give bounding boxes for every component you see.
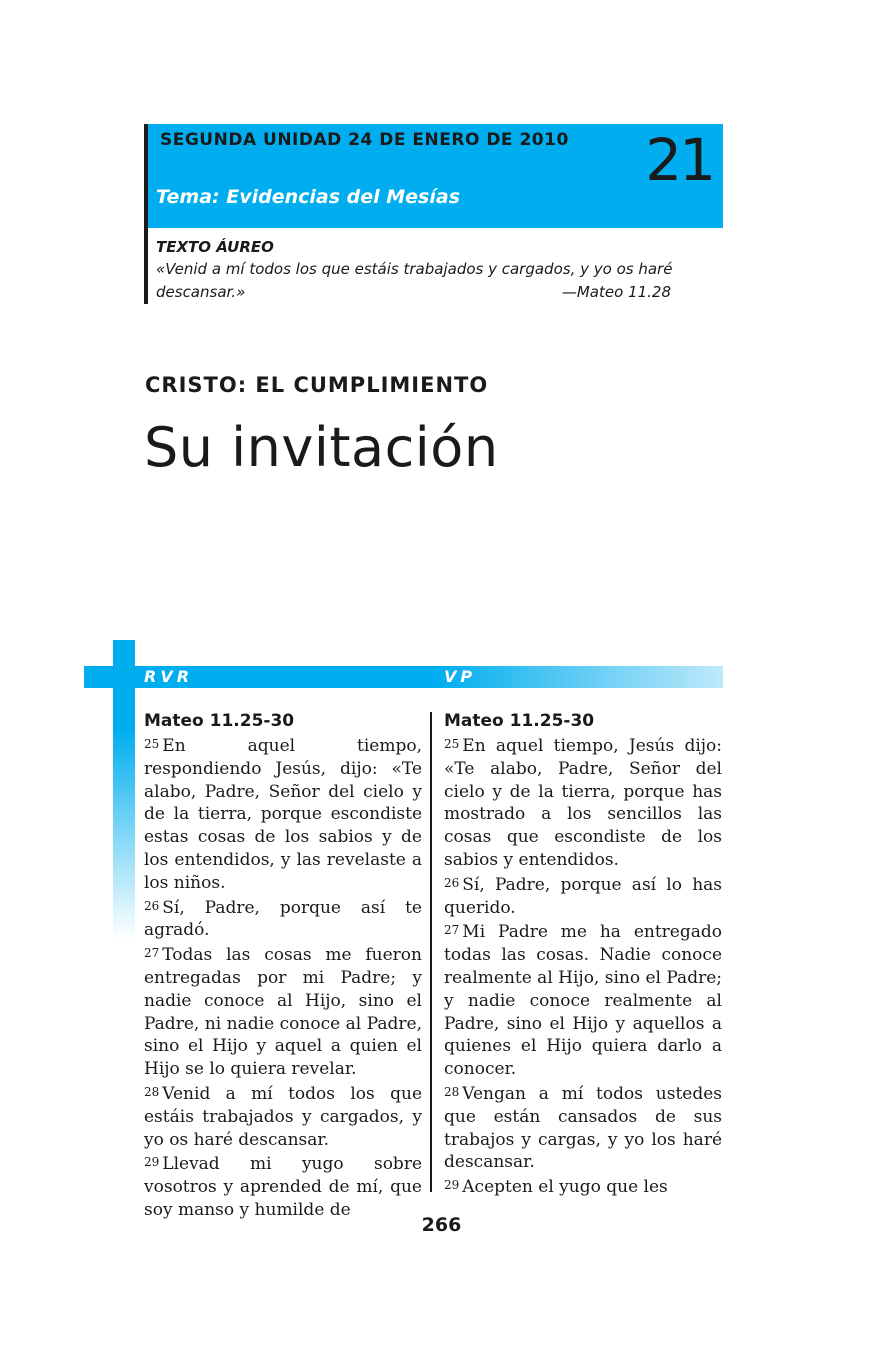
vp-verse	[444, 1174, 722, 1199]
lesson-subtitle: CRISTO: EL CUMPLIMIENTO	[145, 373, 489, 397]
rvr-column	[144, 710, 422, 1222]
golden-text-title: TEXTO ÁUREO	[156, 238, 274, 256]
verse-number: 25	[444, 737, 460, 751]
page-number: 266	[421, 1214, 462, 1236]
rvr-verse	[144, 733, 422, 895]
verse-number: 27	[144, 946, 160, 961]
verse-text: En aquel tiempo, respondiendo Jesús, dijo: «Te alabo, Padre, Señor del cielo y de la tierra, porque escondiste estas cosas de los sabios y de los entendidos, y las revelaste a los niños.	[144, 736, 422, 893]
verse-text: Acepten el yugo que les	[462, 1177, 668, 1198]
unit-date-line: SEGUNDA UNIDAD 24 DE ENERO DE 2010	[160, 130, 569, 150]
vp-column	[444, 710, 722, 1199]
column-divider	[430, 712, 432, 1192]
verse-text: Sí, Padre, porque así lo has querido.	[444, 874, 722, 918]
verse-number: 29	[144, 1155, 160, 1170]
verse-text: Sí, Padre, porque así te agradó.	[144, 897, 422, 941]
vp-passage-heading: Mateo 11.25-30	[444, 711, 595, 731]
verse-text: Llevad mi yugo sobre vosotros y aprended de mí, que soy manso y humilde de	[144, 1154, 422, 1220]
verse-text: En aquel tiempo, Jesús dijo: «Te alabo, Padre, Señor del cielo y de la tierra, porque has mostrado a los sencillos las cosas que escondiste de los sabios y entendidos.	[444, 736, 722, 870]
lesson-title: Su invitación	[144, 416, 499, 479]
vp-verse	[444, 1081, 722, 1174]
verse-text: Todas las cosas me fueron entregadas por mi Padre; y nadie conoce al Hijo, sino el Padre, ni nadie conoce al Padre, sino el Hijo y aquel a quien el Hijo se lo quiera revelar.	[144, 945, 422, 1080]
version-label-rvr: RVR	[144, 667, 194, 686]
golden-text-box	[144, 228, 723, 304]
verse-number: 29	[444, 1178, 460, 1193]
rvr-verse	[144, 1151, 422, 1221]
lesson-theme: Tema: Evidencias del Mesías	[156, 186, 460, 208]
vp-verse	[444, 872, 722, 920]
golden-text-quote: «Venid a mí todos los que estáis trabajados y cargados, y yo os haré descansar.»	[156, 260, 673, 301]
verse-number: 26	[444, 875, 460, 890]
verse-number: 28	[144, 1084, 160, 1099]
rvr-verse	[144, 942, 422, 1081]
verse-number: 25	[144, 737, 160, 751]
version-bar	[84, 666, 723, 688]
vp-verse	[444, 919, 722, 1081]
verse-number: 28	[444, 1084, 460, 1099]
verse-text: Venid a mí todos los que estáis trabajados y cargados, y yo os haré descansar.	[144, 1083, 422, 1150]
rvr-verse	[144, 1081, 422, 1151]
verse-number: 26	[144, 898, 160, 913]
rvr-passage-heading: Mateo 11.25-30	[144, 711, 295, 731]
vp-verse	[444, 733, 722, 872]
lesson-header	[144, 124, 723, 228]
verse-number: 27	[444, 923, 460, 938]
golden-text-reference: —Mateo 11.28	[561, 283, 671, 301]
rvr-verse	[144, 895, 422, 943]
version-label-vp: VP	[444, 667, 477, 686]
lesson-number: 21	[645, 126, 713, 194]
verse-text: Vengan a mí todos ustedes que están cansados de sus trabajos y cargas, y yo los haré descansar.	[444, 1083, 722, 1173]
verse-text: Mi Padre me ha entregado todas las cosas. Nadie conoce realmente al Hijo, sino el Padre; y nadie conoce realmente al Padre, sino el Hijo y aquellos a quienes el Hijo quiera darlo a conocer.	[444, 922, 722, 1080]
golden-text-body	[156, 258, 723, 304]
